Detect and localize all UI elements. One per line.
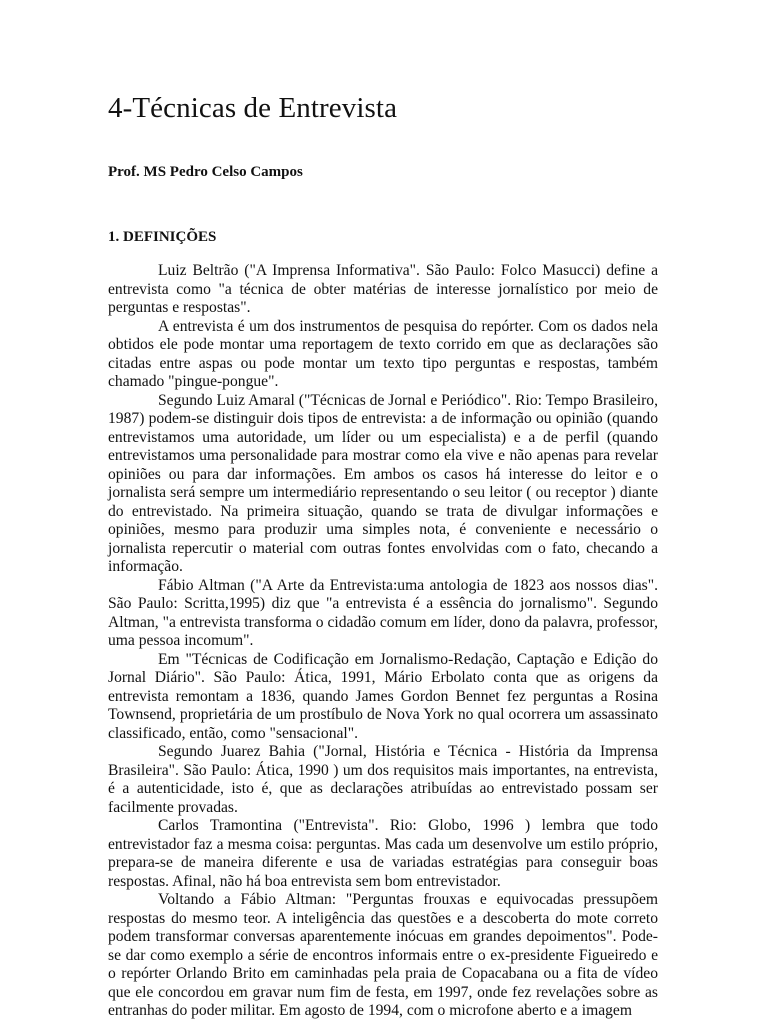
paragraph: Carlos Tramontina ("Entrevista". Rio: Globo, 1996 ) lembra que todo entrevistador faz a mesma coisa: perguntas. Mas cada um desenvolve um estilo próprio, prepara-se de maneira diferente e usa de variadas estratégias para conseguir boas respostas. Afinal, não há boa entrevista sem bom entrevistador. <box>108 817 658 890</box>
paragraph: A entrevista é um dos instrumentos de pesquisa do repórter. Com os dados nela obtidos ele pode montar uma reportagem de texto corrido em que as declarações são citadas entre aspas ou pode montar um texto tipo perguntas e respostas, também chamado "pingue-pongue". <box>108 317 658 390</box>
document-title: 4-Técnicas de Entrevista <box>108 92 398 124</box>
paragraph: Fábio Altman ("A Arte da Entrevista:uma antologia de 1823 aos nossos dias". São Paulo: Scritta,1995) diz que "a entrevista é a essência do jornalismo". Segundo Altman, "a entrevista transforma o cidadão comum em líder, dono da palavra, professor, uma pessoa incomum". <box>108 576 658 649</box>
paragraph: Voltando a Fábio Altman: "Perguntas frouxas e equivocadas pressupõem respostas do mesmo teor. A inteligência das questões e a descoberta do mote correto podem transformar conversas aparentemente inócuas em grandes depoimentos". Pode-se dar como exemplo a série de encontros informais entre o ex-presidente Figueiredo e o repórter Orlando Brito em caminhadas pela praia de Copacabana ou a fita de vídeo que ele concordou em gravar num fim de festa, em 1997, onde fez revelações sobre as entranhas do poder militar. Em agosto de 1994, com o microfone aberto e a imagem <box>108 891 658 1019</box>
paragraph: Segundo Juarez Bahia ("Jornal, História e Técnica - História da Imprensa Brasileira". São Paulo: Ática, 1990 ) um dos requisitos mais importantes, na entrevista, é a autenticidade, isto é, que as declarações atribuídas ao entrevistado possam ser facilmente provadas. <box>108 743 658 816</box>
paragraph: Luiz Beltrão ("A Imprensa Informativa". São Paulo: Folco Masucci) define a entrevista como "a técnica de obter matérias de interesse jornalístico por meio de perguntas e respostas". <box>108 262 658 316</box>
author-line: Prof. MS Pedro Celso Campos <box>108 164 303 180</box>
section-heading: 1. DEFINIÇÕES <box>108 229 217 245</box>
paragraph: Segundo Luiz Amaral ("Técnicas de Jornal e Periódico". Rio: Tempo Brasileiro, 1987) podem-se distinguir dois tipos de entrevista: a de informação ou opinião (quando entrevistamos uma autoridade, um líder ou um especialista) e a de perfil (quando entrevistamos uma personalidade para mostrar como ela vive e não apenas para revelar opiniões ou para dar informações. Em ambos os casos há interesse do leitor e o jornalista será sempre um intermediário representando o seu leitor ( ou receptor ) diante do entrevistado. Na primeira situação, quando se trata de divulgar informações e opiniões, mesmo para produzir uma simples nota, é conveniente e necessário o jornalista repercutir o material com outras fontes envolvidas com o fato, checando a informação. <box>108 391 658 575</box>
body-text <box>108 262 658 1021</box>
paragraph: Em "Técnicas de Codificação em Jornalismo-Redação, Captação e Edição do Jornal Diário". São Paulo: Ática, 1991, Mário Erbolato conta que as origens da entrevista remontam a 1836, quando James Gordon Bennet fez perguntas a Rosina Townsend, proprietária de um prostíbulo de Nova York no qual ocorrera um assassinato classificado, então, como "sensacional". <box>108 650 658 742</box>
